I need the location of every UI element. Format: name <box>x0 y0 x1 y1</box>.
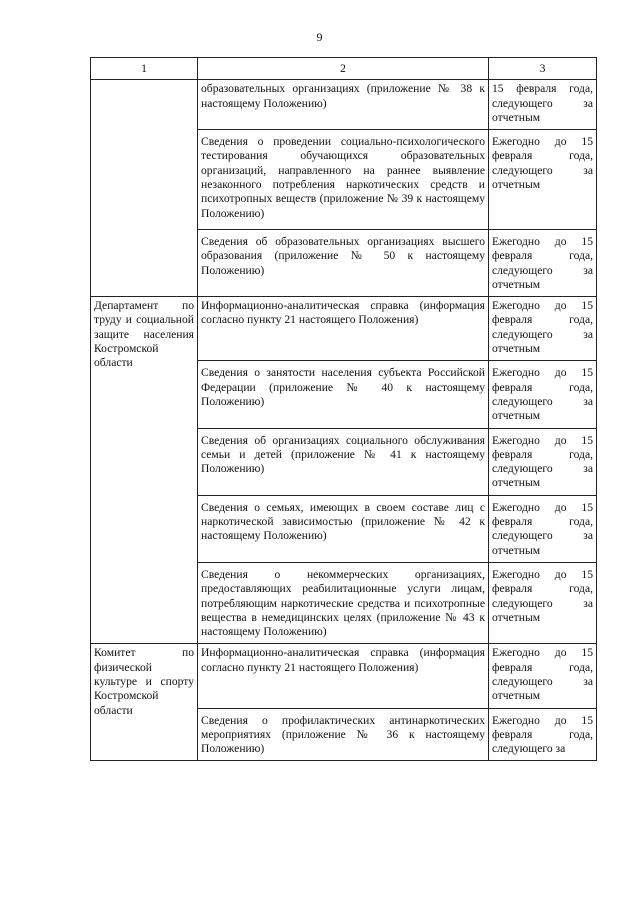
table-row <box>91 80 597 130</box>
document-cell: Сведения о профилактических антинаркотических мероприятиях (приложение № 36 к настоящему Положению) <box>198 708 489 761</box>
department-cell: Комитет по физической культуре и спорту Костромской области <box>91 644 198 761</box>
table-row <box>91 644 597 708</box>
deadline-cell: Ежегодно до 15 февраля года, следующего за отчетным <box>489 495 597 562</box>
deadline-cell: Ежегодно до 15 февраля года, следующего за отчетным <box>489 361 597 428</box>
document-cell: Сведения о занятости населения субъекта Российской Федерации (приложение № 40 к настоящему Положению) <box>198 361 489 428</box>
column-header-3: 3 <box>489 58 597 80</box>
page-number: 9 <box>316 30 323 44</box>
deadline-cell: Ежегодно до 15 февраля года, следующего за отчетным <box>489 229 597 296</box>
document-cell: Сведения о семьях, имеющих в своем составе лиц с наркотической зависимостью (приложение № 42 к настоящему Положению) <box>198 495 489 562</box>
column-header-1: 1 <box>91 58 198 80</box>
document-cell: образовательных организациях (приложение № 38 к настоящему Положению) <box>198 80 489 130</box>
department-cell: Департамент по труду и социальной защите населения Костромской области <box>91 297 198 644</box>
document-cell: Сведения об образовательных организациях высшего образования (приложение № 50 к настоящему Положению) <box>198 229 489 296</box>
document-cell: Сведения об организациях социального обслуживания семьи и детей (приложение № 41 к настоящему Положению) <box>198 428 489 495</box>
table-header-row <box>91 58 597 80</box>
deadline-cell: Ежегодно до 15 февраля года, следующего за отчетным <box>489 130 597 230</box>
reporting-table <box>90 57 597 761</box>
table-row <box>91 297 597 361</box>
deadline-cell: Ежегодно до 15 февраля года, следующего за отчетным <box>489 297 597 361</box>
department-cell <box>91 80 198 297</box>
document-cell: Информационно-аналитическая справка (информация согласно пункту 21 настоящего Положения) <box>198 644 489 708</box>
deadline-cell: Ежегодно до 15 февраля года, следующего за отчетным <box>489 644 597 708</box>
deadline-cell: Ежегодно до 15 февраля года, следующего за отчетным <box>489 562 597 643</box>
document-cell: Сведения о некоммерческих организациях, предоставляющих реабилитационные услуги лицам, потребляющим наркотические средства и психотропные вещества в немедицинских целях (приложение № 43 к настоящему Положению) <box>198 562 489 643</box>
deadline-cell: Ежегодно до 15 февраля года, следующего за отчетным <box>489 428 597 495</box>
deadline-cell: Ежегодно до 15 февраля года, следующего за <box>489 708 597 761</box>
column-header-2: 2 <box>198 58 489 80</box>
document-cell: Сведения о проведении социально-психологического тестирования обучающихся образовательных организаций, направленного на раннее выявление незаконного потребления наркотических средств и психотропных веществ (приложение № 39 к настоящему Положению) <box>198 130 489 230</box>
document-cell: Информационно-аналитическая справка (информация согласно пункту 21 настоящего Положения) <box>198 297 489 361</box>
deadline-cell: 15 февраля года, следующего за отчетным <box>489 80 597 130</box>
